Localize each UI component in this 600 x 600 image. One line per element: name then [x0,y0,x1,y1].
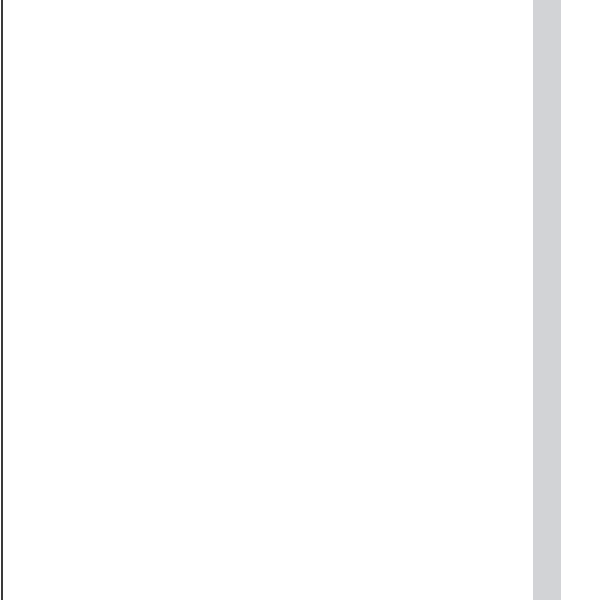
option-a [64,4,70,26]
option-row [0,4,600,26]
option-c [64,49,70,71]
option-a [64,162,70,184]
statement-1 [64,207,70,229]
option-c [302,117,308,139]
option-b [180,117,186,139]
option-b [64,26,70,48]
options-row [0,117,600,139]
question-row [0,139,600,161]
statement-2 [302,207,308,229]
question-row [0,184,600,206]
option-d [64,72,70,94]
option-row [0,72,600,94]
option-d [410,162,416,184]
option-row [0,26,600,48]
option-c [302,162,308,184]
option-row [0,49,600,71]
statements-row [0,207,600,229]
option-d [410,117,416,139]
unused-8 [0,243,600,265]
option-a [64,117,70,139]
option-b [180,162,186,184]
options-row [0,162,600,184]
question-row [0,94,600,116]
